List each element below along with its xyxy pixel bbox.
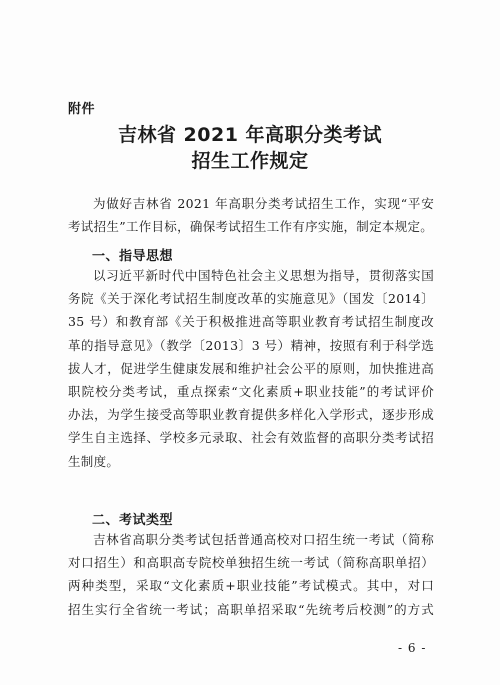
intro-line-2: 考试招生”工作目标，确保考试招生工作有序实施，制定本规定。 <box>68 219 434 235</box>
page-number: - 6 - <box>398 641 427 655</box>
section-heading-exam-types: 二、考试类型 <box>92 513 174 528</box>
section-heading-guiding-ideology: 一、指导思想 <box>92 249 174 264</box>
section1-line-9: 生制度。 <box>68 453 120 469</box>
section2-line-2: 对口招生）和高职高专院校单独招生统一考试（简称高职单招） <box>68 555 434 571</box>
section1-line-6: 职院校分类考试，重点探索“文化素质+职业技能”的考试评价 <box>68 384 434 400</box>
section1-line-1: 以习近平新时代中国特色社会主义思想为指导，贯彻落实国 <box>93 268 434 283</box>
section1-line-7: 办法，为学生接受高等职业教育提供多样化入学形式，逐步形成 <box>68 407 434 423</box>
intro-line-1: 为做好吉林省 2021 年高职分类考试招生工作，实现“平安 <box>93 196 434 211</box>
attachment-label: 附件 <box>68 102 96 117</box>
section2-line-3: 两种类型，采取“文化素质+职业技能”考试模式。其中，对口 <box>68 578 434 594</box>
section1-paragraph <box>68 264 434 473</box>
section2-line-4: 招生实行全省统一考试；高职单招采取“先统考后校测”的方式 <box>68 601 434 617</box>
section2-paragraph <box>68 528 434 621</box>
section1-line-8: 学生自主选择、学校多元录取、社会有效监督的高职分类考试招 <box>68 430 434 446</box>
section1-line-3: 35 号）和教育部《关于积极推进高等职业教育考试招生制度改 <box>68 314 434 330</box>
section2-line-1: 吉林省高职分类考试包括普通高校对口招生统一考试（简称 <box>93 532 434 547</box>
section1-line-4: 革的指导意见》（教学〔2013〕3 号）精神，按照有利于科学选 <box>68 337 434 353</box>
document-title-line-1: 吉林省 2021 年高职分类考试 <box>117 124 383 146</box>
intro-paragraph <box>68 192 434 238</box>
document-title-line-2: 招生工作规定 <box>191 150 309 172</box>
section1-line-5: 拔人才，促进学生健康发展和维护社会公平的原则，加快推进高 <box>68 360 434 376</box>
section1-line-2: 务院《关于深化考试招生制度改革的实施意见》（国发〔2014〕 <box>68 291 434 307</box>
